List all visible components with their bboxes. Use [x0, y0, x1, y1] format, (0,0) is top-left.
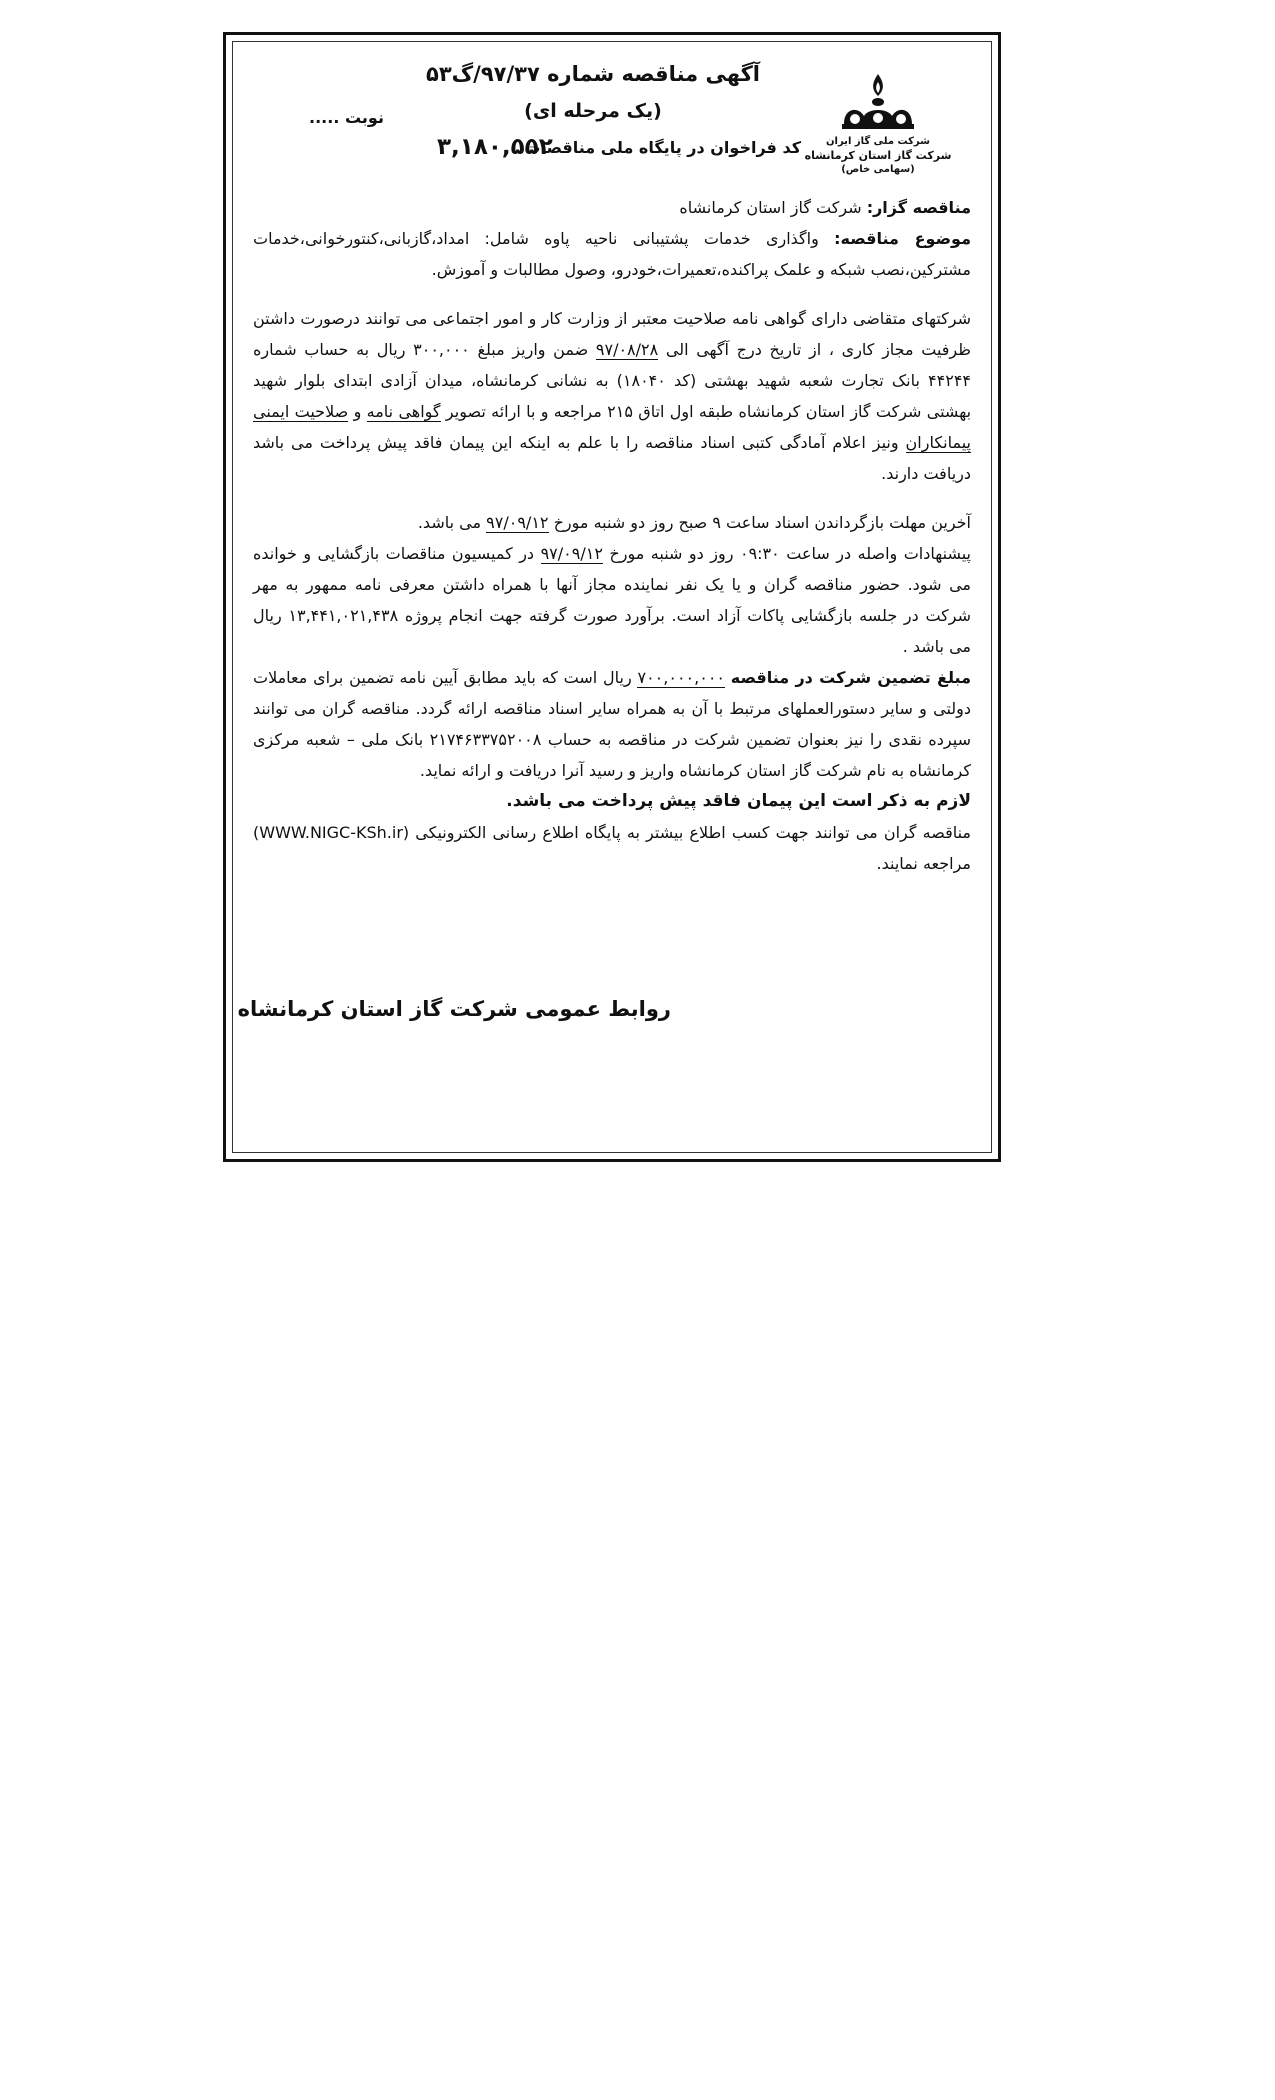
- company-line-nigc: شرکت ملی گاز ایران: [826, 136, 930, 147]
- notice-inner-border: [232, 41, 992, 1153]
- notice-body: [253, 192, 971, 879]
- website-url-link[interactable]: WWW.NIGC-KSh.ir: [259, 823, 403, 842]
- paragraph-return-deadline: [253, 507, 971, 538]
- tenderer-label: مناقصه گزار:: [866, 198, 971, 217]
- website-text-b: ) مراجعه نمایند.: [253, 823, 971, 873]
- safety-qualification-text: صلاحیت ایمنی پیمانکاران: [253, 402, 972, 452]
- opening-text-a: پیشنهادات واصله در ساعت ۰۹:۳۰ روز دو شنبه مورخ: [609, 544, 972, 563]
- paragraph-website: [253, 817, 971, 879]
- publication-round: نوبت .....: [309, 108, 384, 127]
- guarantee-label: مبلغ تضمین شرکت در مناقصه: [730, 668, 971, 687]
- subject-line: [253, 223, 971, 285]
- certificate-text: گواهی نامه: [366, 402, 441, 421]
- paragraph-opening: [253, 538, 971, 662]
- nigc-flame-logo-icon: [838, 72, 918, 134]
- return-deadline-text-a: آخرین مهلت بازگرداندن اسناد ساعت ۹ صبح روز دو شنبه مورخ: [553, 513, 971, 532]
- tender-code-value: ۳,۱۸۰,۵۵۲: [437, 134, 553, 160]
- company-logo-block: [803, 72, 953, 175]
- notice-title: آگهی مناقصه شماره ۹۷/۳۷/گ۵۳: [426, 62, 760, 86]
- no-prepayment-note: لازم به ذکر است این پیمان فاقد پیش پرداخت می باشد.: [506, 791, 971, 811]
- notice-frame: [223, 32, 1001, 1162]
- guarantee-amount: ۷۰۰,۰۰۰,۰۰۰: [637, 668, 725, 687]
- opening-date: ۹۷/۰۹/۱۲: [540, 544, 603, 563]
- guarantee-text: ریال است که باید مطابق آیین نامه تضمین برای معاملات دولتی و سایر دستورالعملهای مرتبط با آن به همراه سایر اسناد مناقصه ارائه گردد. مناقصه گران می توانند سپرده نقدی را نیز بعنوان تضمین شرکت در مناقصه به حساب ۲۱۷۴۶۳۳۷۵۲۰۰۸ بانک ملی – شعبه مرکزی کرمانشاه به نام شرکت گاز استان کرمانشاه واریز و رسید آنرا دریافت و ارائه نماید.: [253, 668, 971, 780]
- subject-label: موضوع مناقصه:: [834, 229, 971, 248]
- eligibility-text-a: شرکتهای متقاضی دارای گواهی نامه صلاحیت معتبر از وزارت کار و امور اجتماعی می توانند درصورت داشتن ظرفیت مجاز کاری ، از تاریخ درج آگهی الی: [253, 309, 971, 359]
- tenderer-line: [253, 192, 971, 223]
- eligibility-text-c: ونیز اعلام آمادگی کتبی اسناد مناقصه را با علم به اینکه این پیمان فاقد پیش پرداخت می باشد دریافت دارند.: [253, 433, 971, 483]
- tender-code-label: کد فراخوان در پایگاه ملی مناقصات:: [517, 138, 801, 157]
- and-text: و: [353, 402, 362, 421]
- public-relations-signature: روابط عمومی شرکت گاز استان کرمانشاه: [237, 997, 671, 1021]
- paragraph-eligibility: [253, 303, 971, 489]
- notice-subtitle: (یک مرحله ای): [524, 100, 662, 122]
- deadline-date-receive: ۹۷/۰۸/۲۸: [595, 340, 659, 359]
- tenderer-value: شرکت گاز استان کرمانشاه: [679, 198, 862, 217]
- company-line-type: (سهامی خاص): [841, 164, 915, 175]
- website-text-a: مناقصه گران می توانند جهت کسب اطلاع بیشتر به پایگاه اطلاع رسانی الکترونیکی (: [402, 823, 971, 842]
- company-line-kermanshah: شرکت گاز استان کرمانشاه: [804, 149, 952, 162]
- eligibility-text-b: ضمن واریز مبلغ ۳۰۰,۰۰۰ ریال به حساب شماره ۴۴۲۴۴ بانک تجارت شعبه شهید بهشتی (کد ۱۸۰۴۰) به نشانی کرمانشاه، میدان آزادی ابتدای بلوار شهید بهشتی شرکت گاز استان کرمانشاه طبقه اول اتاق ۲۱۵ مراجعه و با ارائه تصویر: [253, 340, 972, 421]
- subject-value: واگذاری خدمات پشتیبانی ناحیه پاوه شامل: امداد،گازبانی،کنتورخوانی،خدمات مشترکین،نصب شبکه و علمک پراکنده،تعمیرات،خودرو، وصول مطالبات و آموزش.: [253, 229, 971, 279]
- paragraph-guarantee: [253, 662, 971, 786]
- opening-text-b: در کمیسیون مناقصات بازگشایی و خوانده می شود. حضور مناقصه گران و یا یک نفر نماینده مجاز آنها با همراه داشتن معرفی نامه ممهور به مهر شرکت در جلسه بازگشایی پاکات آزاد است. برآورد صورت گرفته جهت انجام پروژه ۱۳,۴۴۱,۰۲۱,۴۳۸ ریال می باشد .: [253, 544, 972, 656]
- return-deadline-date: ۹۷/۰۹/۱۲: [486, 513, 549, 532]
- return-deadline-text-b: می باشد.: [417, 513, 482, 532]
